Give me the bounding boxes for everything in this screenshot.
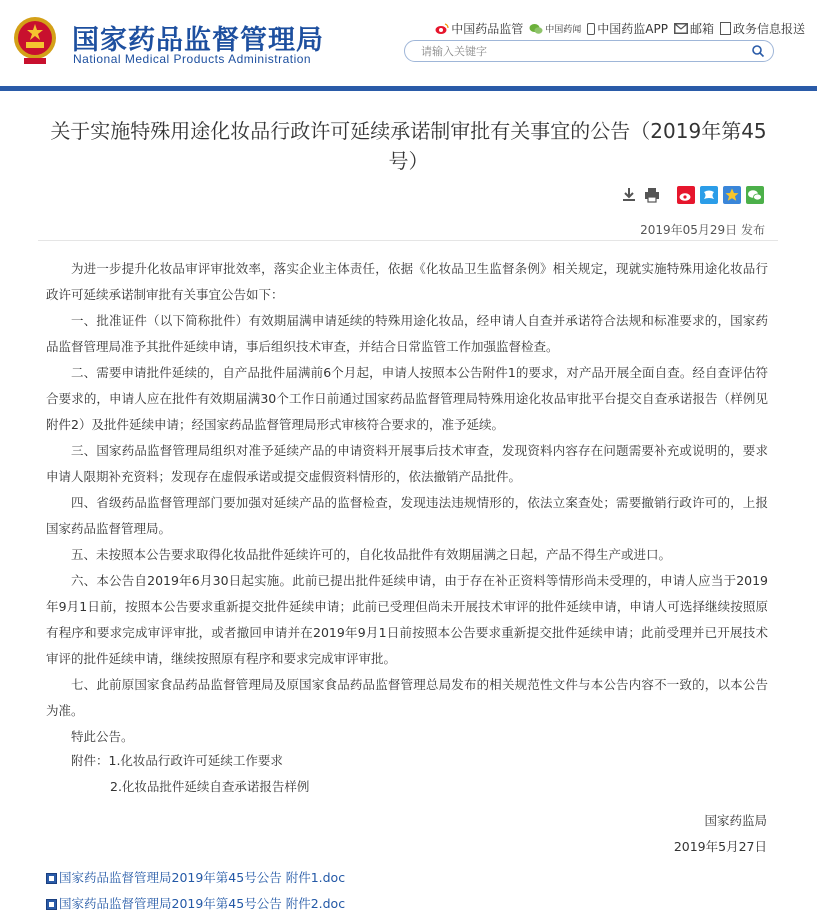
top-links bbox=[435, 20, 805, 37]
share-favorite-icon[interactable] bbox=[723, 186, 741, 204]
attachment-item-2: 2.化妆品批件延续自查承诺报告样例 bbox=[110, 779, 310, 794]
wechat-link-label: 中国药闻 bbox=[545, 25, 582, 35]
mail-icon bbox=[674, 23, 688, 34]
phone-icon bbox=[587, 23, 595, 35]
title-separator bbox=[38, 240, 778, 241]
attachments-list bbox=[71, 748, 309, 800]
doc-file-icon bbox=[46, 873, 57, 884]
weibo-icon bbox=[435, 23, 449, 35]
doc-file-icon bbox=[46, 899, 57, 910]
wechat-link[interactable] bbox=[529, 20, 581, 37]
paragraph-7: 七、此前原国家食品药品监督管理局及原国家食品药品监督管理总局发布的相关规范性文件与本公告内容不一致的，以本公告为准。 bbox=[46, 677, 768, 718]
app-link[interactable] bbox=[587, 20, 668, 37]
attachment-item-1: 附件：1.化妆品行政许可延续工作要求 bbox=[71, 753, 283, 768]
signer: 国家药监局 bbox=[704, 813, 767, 828]
file-link-1-label: 国家药品监督管理局2019年第45号公告 附件1.doc bbox=[59, 870, 346, 885]
site-logo-en: National Medical Products Administration bbox=[73, 52, 312, 66]
paragraph-2: 二、需要申请批件延续的，自产品批件届满前6个月起，申请人按照本公告附件1的要求，对产品开展全面自查。经自查评估符合要求的，申请人应在批件有效期届满30个工作日前通过国家药品监督管理局特殊用途化妆品审批平台提交自查承诺报告（样例见附件2）及批件延续申请；经国家药品监督管理局形式审核符合要求的，准予延续。 bbox=[46, 365, 768, 432]
document-icon bbox=[720, 22, 731, 35]
share-wechat-icon[interactable] bbox=[746, 186, 764, 204]
paragraph-3: 三、国家药品监督管理局组织对准予延续产品的申请资料开展事后技术审查，发现资料内容存在问题需要补充或说明的，要求申请人限期补充资料；发现存在虚假承诺或提交虚假资料情形的，依法撤销产品批件。 bbox=[46, 443, 768, 484]
national-emblem-icon bbox=[12, 14, 58, 66]
share-toolbar bbox=[0, 186, 817, 212]
download-icon[interactable] bbox=[620, 186, 638, 204]
site-logo-cn[interactable]: 国家药品监督管理局 bbox=[72, 25, 324, 56]
paragraph-5: 五、未按照本公告要求取得化妆品批件延续许可的，自化妆品批件有效期届满之日起，产品不得生产或进口。 bbox=[71, 547, 672, 562]
sign-date: 2019年5月27日 bbox=[673, 839, 767, 854]
paragraph-1: 一、批准证件（以下简称批件）有效期届满申请延续的特殊用途化妆品，经申请人自查并承诺符合法规和标准要求的，国家药品监督管理局准予其批件延续申请，事后组织技术审查，并结合日常监管工作加强监督检查。 bbox=[46, 313, 768, 354]
weibo-link[interactable] bbox=[435, 20, 523, 37]
search-icon[interactable] bbox=[751, 44, 765, 58]
report-link-label: 政务信息报送 bbox=[732, 22, 805, 36]
file-downloads bbox=[46, 865, 345, 917]
paragraph-4: 四、省级药品监督管理部门要加强对延续产品的监督检查，发现违法违规情形的，依法立案查处；需要撤销行政许可的，上报国家药品监督管理局。 bbox=[46, 495, 768, 536]
article-body bbox=[46, 256, 768, 750]
header-divider-bar bbox=[0, 86, 817, 91]
print-icon[interactable] bbox=[643, 186, 661, 204]
app-link-label: 中国药监APP bbox=[597, 22, 668, 36]
file-link-2[interactable] bbox=[46, 891, 345, 917]
wechat-icon bbox=[529, 23, 543, 35]
paragraph-intro: 为进一步提升化妆品审评审批效率，落实企业主体责任，依据《化妆品卫生监督条例》相关规定，现就实施特殊用途化妆品行政许可延续承诺制审批有关事宜公告如下： bbox=[46, 261, 768, 302]
site-header bbox=[0, 0, 817, 86]
article-title: 关于实施特殊用途化妆品行政许可延续承诺制审批有关事宜的公告（2019年第45号） bbox=[50, 119, 767, 173]
share-weibo-icon[interactable] bbox=[677, 186, 695, 204]
mail-link[interactable] bbox=[674, 20, 714, 37]
search-box bbox=[404, 40, 774, 62]
share-qzone-icon[interactable] bbox=[700, 186, 718, 204]
report-link[interactable] bbox=[720, 20, 805, 37]
signature-block bbox=[674, 808, 767, 860]
file-link-2-label: 国家药品监督管理局2019年第45号公告 附件2.doc bbox=[59, 896, 346, 911]
search-input[interactable] bbox=[421, 43, 741, 59]
paragraph-closing: 特此公告。 bbox=[71, 729, 134, 744]
weibo-link-label: 中国药品监管 bbox=[451, 22, 524, 36]
paragraph-6: 六、本公告自2019年6月30日起实施。此前已提出批件延续申请，由于存在补正资料等情形尚未受理的，申请人应当于2019年9月1日前，按照本公告要求重新提交批件延续申请；此前已受理但尚未开展技术审评的批件延续申请，申请人可选择继续按照原有程序和要求完成审评审批，或者撤回申请并在2019年9月1日前按照本公告要求重新提交批件延续申请；此前受理并已开展技术审评的批件延续申请，继续按照原有程序和要求完成审评审批。 bbox=[46, 573, 768, 666]
publish-date: 2019年05月29日 发布 bbox=[640, 223, 765, 237]
file-link-1[interactable] bbox=[46, 865, 345, 891]
mail-link-label: 邮箱 bbox=[689, 22, 714, 36]
